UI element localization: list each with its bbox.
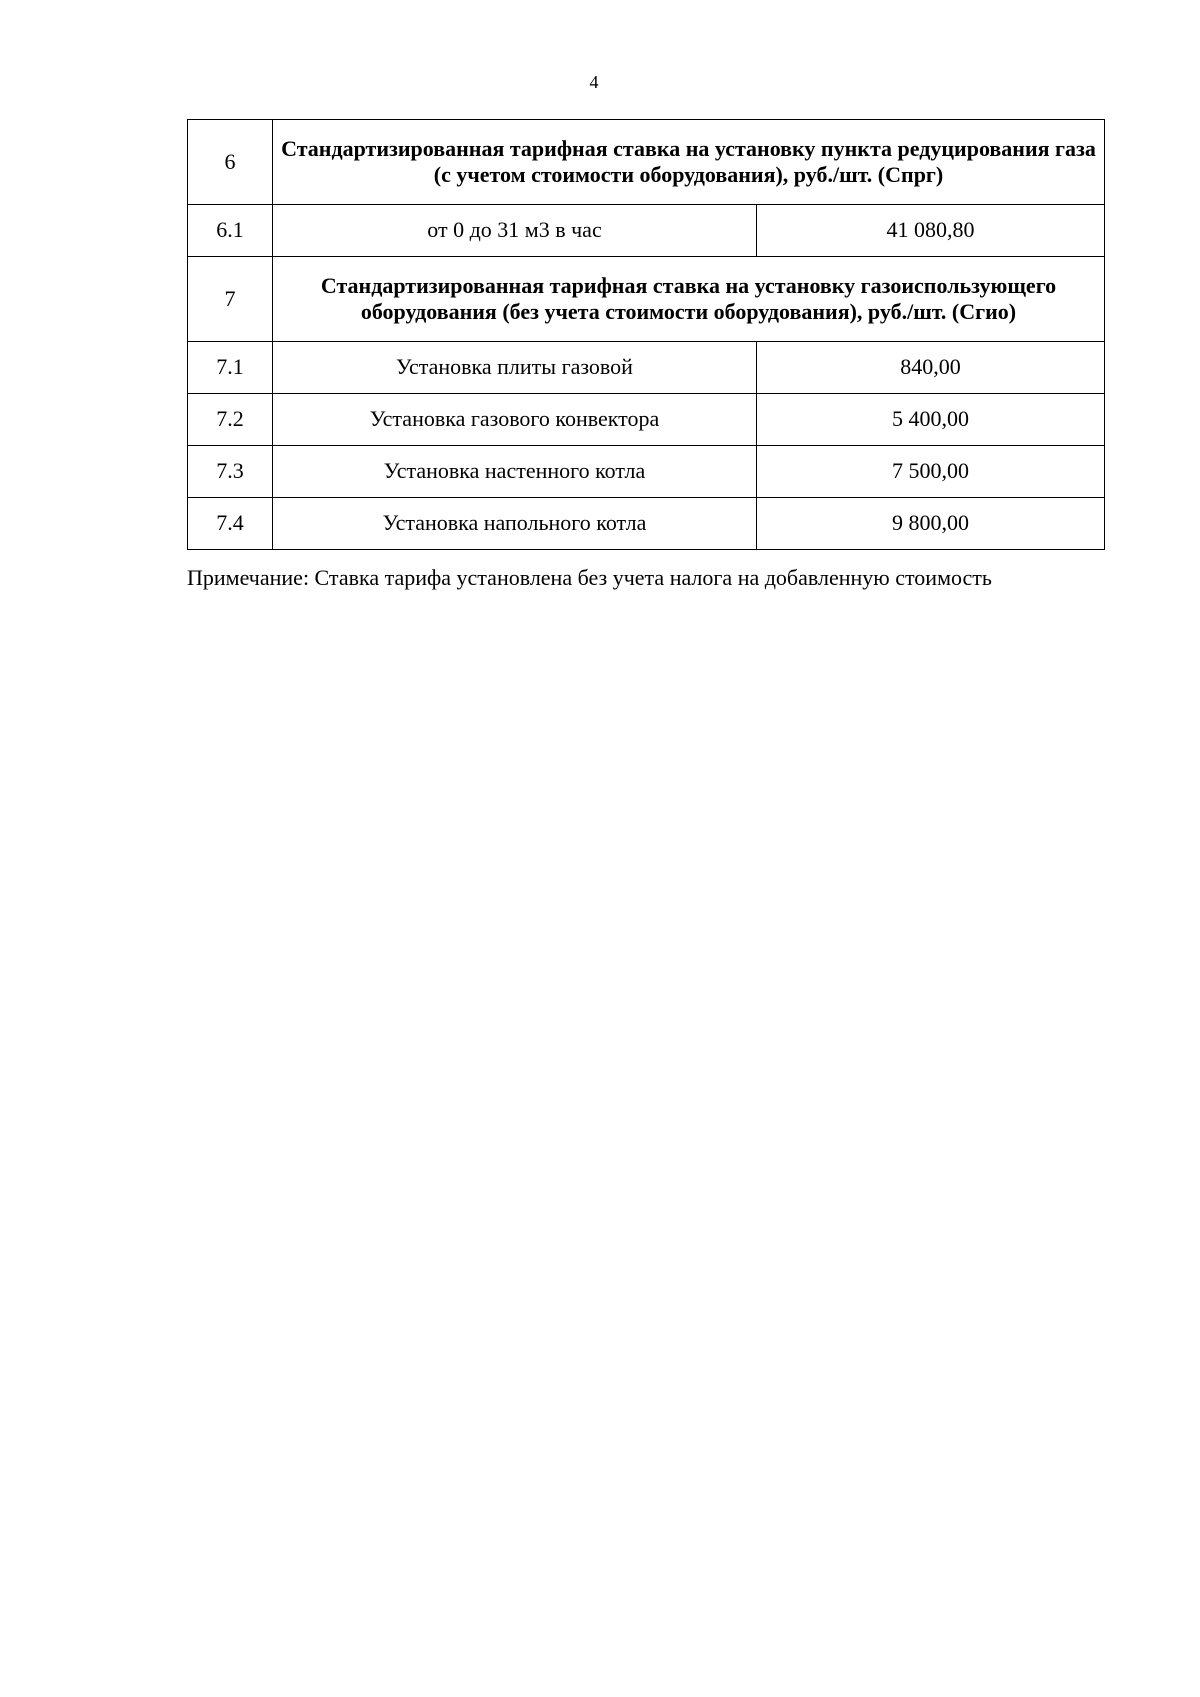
table-note: Примечание: Ставка тарифа установлена без учета налога на добавленную стоимость [187,565,992,590]
table-row [188,205,1105,257]
item-value: 41 080,80 [757,205,1105,257]
table-row [188,342,1105,394]
table-row [188,446,1105,498]
item-name: от 0 до 31 м3 в час [273,205,757,257]
page-number: 4 [589,72,599,92]
table-row [188,498,1105,550]
section-row-6 [188,120,1105,205]
item-number: 7.4 [188,498,273,550]
item-name: Установка плиты газовой [273,342,757,394]
item-value: 840,00 [757,342,1105,394]
item-number: 7.3 [188,446,273,498]
table-row [188,394,1105,446]
item-value: 7 500,00 [757,446,1105,498]
item-number: 6.1 [188,205,273,257]
tariff-table [187,119,1105,550]
item-value: 9 800,00 [757,498,1105,550]
item-number: 7.2 [188,394,273,446]
item-name: Установка настенного котла [273,446,757,498]
item-number: 7.1 [188,342,273,394]
section-title: Стандартизированная тарифная ставка на установку газоиспользующего оборудования (без учета стоимости оборудования), руб./шт. (Сгио) [273,257,1105,342]
item-value: 5 400,00 [757,394,1105,446]
item-name: Установка напольного котла [273,498,757,550]
item-name: Установка газового конвектора [273,394,757,446]
section-title: Стандартизированная тарифная ставка на установку пункта редуцирования газа (с учетом стоимости оборудования), руб./шт. (Спрг) [273,120,1105,205]
section-number: 7 [188,257,273,342]
section-number: 6 [188,120,273,205]
section-row-7 [188,257,1105,342]
